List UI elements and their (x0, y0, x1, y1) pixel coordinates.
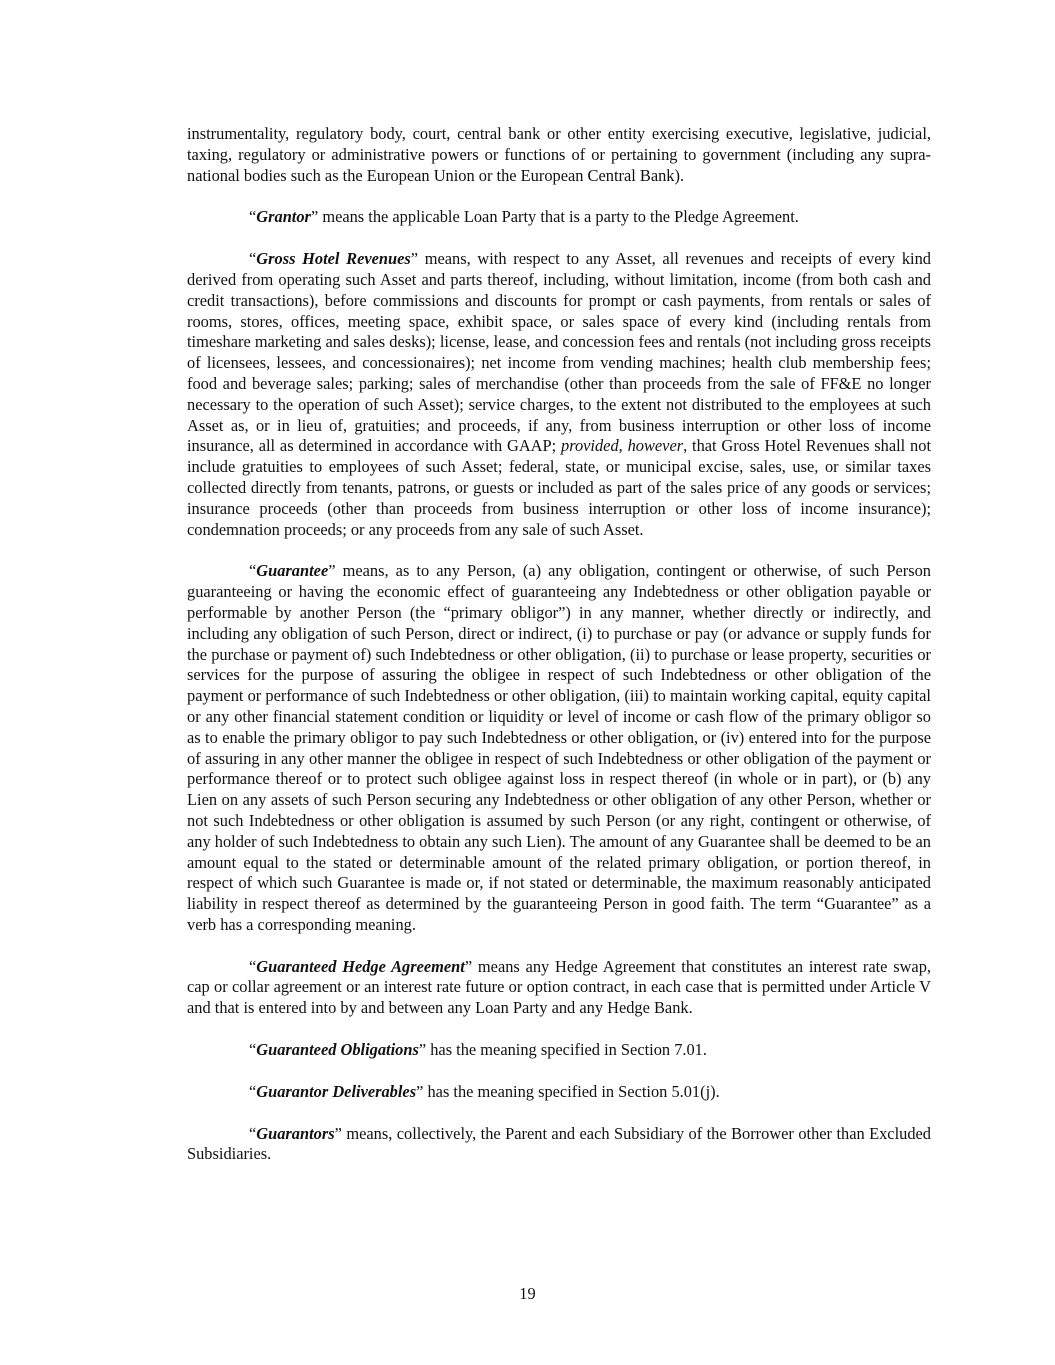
defined-term: Guaranteed Obligations (256, 1040, 419, 1060)
page-number: 19 (519, 1284, 536, 1303)
continuation-text: instrumentality, regulatory body, court, central bank or other entity exercising executive, legislative, judicial, taxing, regulatory or administrative powers or functions of or pertaining to government (including any supra-national bodies such as the European Union or the European Central Bank). (187, 124, 931, 185)
defined-term: Guaranteed Hedge Agreement (256, 956, 465, 976)
definition-text: means, with respect to any Asset, all revenues and receipts of every kind derived from operating such Asset and parts thereof, including, without limitation, income (from both cash and credit transactions), before commissions and discounts for prompt or cash payments, from rentals or sales of rooms, stores, offices, meeting space, exhibit space, or sales space of every kind (including rentals from timeshare marketing and sales desks); license, lease, and concession fees and rentals (not including gross receipts of licensees, lessees, and concessionaires); net income from vending machines; health club membership fees; food and beverage sales; parking; sales of merchandise (other than proceeds from the sale of FF&E no longer necessary to the operation of such Asset); service charges, to the extent not distributed to the employees at such Asset as, or in lieu of, gratuities; and proceeds, if any, from business interruption or other loss of income insurance, all as determined in accordance with GAAP; (187, 249, 931, 456)
definition-guaranteed-hedge-agreement: “Guaranteed Hedge Agreement” means any Hedge Agreement that constitutes an interest rate swap, cap or collar agreement or an interest rate future or option contract, in each case that is permitted under Article V and that is entered into by and between any Loan Party and any Hedge Bank. (187, 956, 931, 1018)
definition-text: means, collectively, the Parent and each Subsidiary of the Borrower other than Excluded Subsidiaries. (187, 1123, 931, 1164)
defined-term: Guarantee (256, 561, 329, 581)
definition-text: means, as to any Person, (a) any obligation, contingent or otherwise, of such Person guaranteeing or having the economic effect of guaranteeing any Indebtedness or other obligation payable or performable by another Person (the “primary obligor”) in any manner, whether directly or indirectly, and including any obligation of such Person, direct or indirect, (i) to purchase or pay (or advance or supply funds for the purchase or payment of) such Indebtedness or other obligation, (ii) to purchase or lease property, securities or services for the purpose of assuring the obligee in respect of such Indebtedness or other obligation of the payment or performance of such Indebtedness or other obligation, (iii) to maintain working capital, equity capital or any other financial statement condition or liquidity or level of income or cash flow of the primary obligor so as to enable the primary obligor to pay such Indebtedness or other obligation, or (iv) entered into for the purpose of assuring in any other manner the obligee in respect of such Indebtedness or other obligation of the payment or performance thereof or to protect such obligee against loss in respect thereof (in whole or in part), or (b) any Lien on any assets of such Person securing any Indebtedness or other obligation of any other Person, whether or not such Indebtedness or other obligation is assumed by such Person (or any right, contingent or otherwise, of any holder of such Indebtedness to obtain any such Lien). The amount of any Guarantee shall be deemed to be an amount equal to the stated or determinable amount of the related primary obligation, or portion thereof, in respect of which such Guarantee is made or, if not stated or determinable, the maximum reasonably anticipated liability in respect thereof as determined by the guaranteeing Person in good faith. The term “Guarantee” as a verb has a corresponding meaning. (187, 561, 931, 934)
continuation-paragraph (187, 124, 931, 186)
definition-gross-hotel-revenues: “Gross Hotel Revenues” means, with respect to any Asset, all revenues and receipts of every kind derived from operating such Asset and parts thereof, including, without limitation, income (from both cash and credit transactions), before commissions and discounts for prompt or cash payments, from rentals or sales of rooms, stores, offices, meeting space, exhibit space, or sales space of every kind (including rentals from timeshare marketing and sales desks); license, lease, and concession fees and rentals (not including gross receipts of licensees, lessees, and concessionaires); net income from vending machines; health club membership fees; food and beverage sales; parking; sales of merchandise (other than proceeds from the sale of FF&E no longer necessary to the operation of such Asset); service charges, to the extent not distributed to the employees at such Asset as, or in lieu of, gratuities; and proceeds, if any, from business interruption or other loss of income insurance, all as determined in accordance with GAAP; provided, however, that Gross Hotel Revenues shall not include gratuities to employees of such Asset; federal, state, or municipal excise, sales, use, or similar taxes collected directly from tenants, patrons, or guests or included as part of the sales price of any goods or services; insurance proceeds (other than proceeds from business interruption or other loss of income insurance); condemnation proceeds; or any proceeds from any sale of such Asset. (187, 249, 931, 539)
page-body (187, 124, 931, 1186)
defined-term: Guarantor Deliverables (256, 1081, 417, 1101)
definition-guarantor-deliverables: “Guarantor Deliverables” has the meaning specified in Section 5.01(j). (249, 1081, 720, 1101)
proviso-text: provided, however (561, 436, 684, 456)
definition-text-continued: , that Gross Hotel Revenues shall not include gratuities to employees of such Asset; federal, state, or municipal excise, sales, use, or similar taxes collected directly from tenants, patrons, or guests or included as part of the sales price of any goods or services; insurance proceeds (other than proceeds from business interruption or other loss of income insurance); condemnation proceeds; or any proceeds from any sale of such Asset. (187, 436, 931, 539)
definition-text: has the meaning specified in Section 7.01. (426, 1040, 707, 1060)
definition-guaranteed-obligations: “Guaranteed Obligations” has the meaning specified in Section 7.01. (249, 1040, 707, 1060)
defined-term: Grantor (256, 207, 311, 227)
definition-guarantee: “Guarantee” means, as to any Person, (a) any obligation, contingent or otherwise, of such Person guaranteeing or having the economic effect of guaranteeing any Indebtedness or other obligation payable or performable by another Person (the “primary obligor”) in any manner, whether directly or indirectly, and including any obligation of such Person, direct or indirect, (i) to purchase or pay (or advance or supply funds for the purchase or payment of) such Indebtedness or other obligation, (ii) to purchase or lease property, securities or services for the purpose of assuring the obligee in respect of such Indebtedness or other obligation of the payment or performance of such Indebtedness or other obligation, (iii) to maintain working capital, equity capital or any other financial statement condition or liquidity or level of income or cash flow of the primary obligor so as to enable the primary obligor to pay such Indebtedness or other obligation, or (iv) entered into for the purpose of assuring in any other manner the obligee in respect of such Indebtedness or other obligation of the payment or performance thereof or to protect such obligee against loss in respect thereof (in whole or in part), or (b) any Lien on any assets of such Person securing any Indebtedness or other obligation of any other Person, whether or not such Indebtedness or other obligation is assumed by such Person (or any right, contingent or otherwise, of any holder of such Indebtedness to obtain any such Lien). The amount of any Guarantee shall be deemed to be an amount equal to the stated or determinable amount of the related primary obligation, or portion thereof, in respect of which such Guarantee is made or, if not stated or determinable, the maximum reasonably anticipated liability in respect thereof as determined by the guaranteeing Person in good faith. The term “Guarantee” as a verb has a corresponding meaning. (187, 561, 931, 934)
defined-term: Gross Hotel Revenues (256, 249, 411, 269)
definition-grantor: “Grantor” means the applicable Loan Party that is a party to the Pledge Agreement. (249, 207, 799, 227)
definition-text: has the meaning specified in Section 5.01(j). (423, 1081, 720, 1101)
definition-text: means the applicable Loan Party that is a party to the Pledge Agreement. (318, 207, 799, 227)
definition-text: means any Hedge Agreement that constitutes an interest rate swap, cap or collar agreement or an interest rate future or option contract, in each case that is permitted under Article V and that is entered into by and between any Loan Party and any Hedge Bank. (187, 956, 931, 1018)
defined-term: Guarantors (256, 1123, 335, 1143)
definition-guarantors: “Guarantors” means, collectively, the Parent and each Subsidiary of the Borrower other than Excluded Subsidiaries. (187, 1123, 931, 1164)
